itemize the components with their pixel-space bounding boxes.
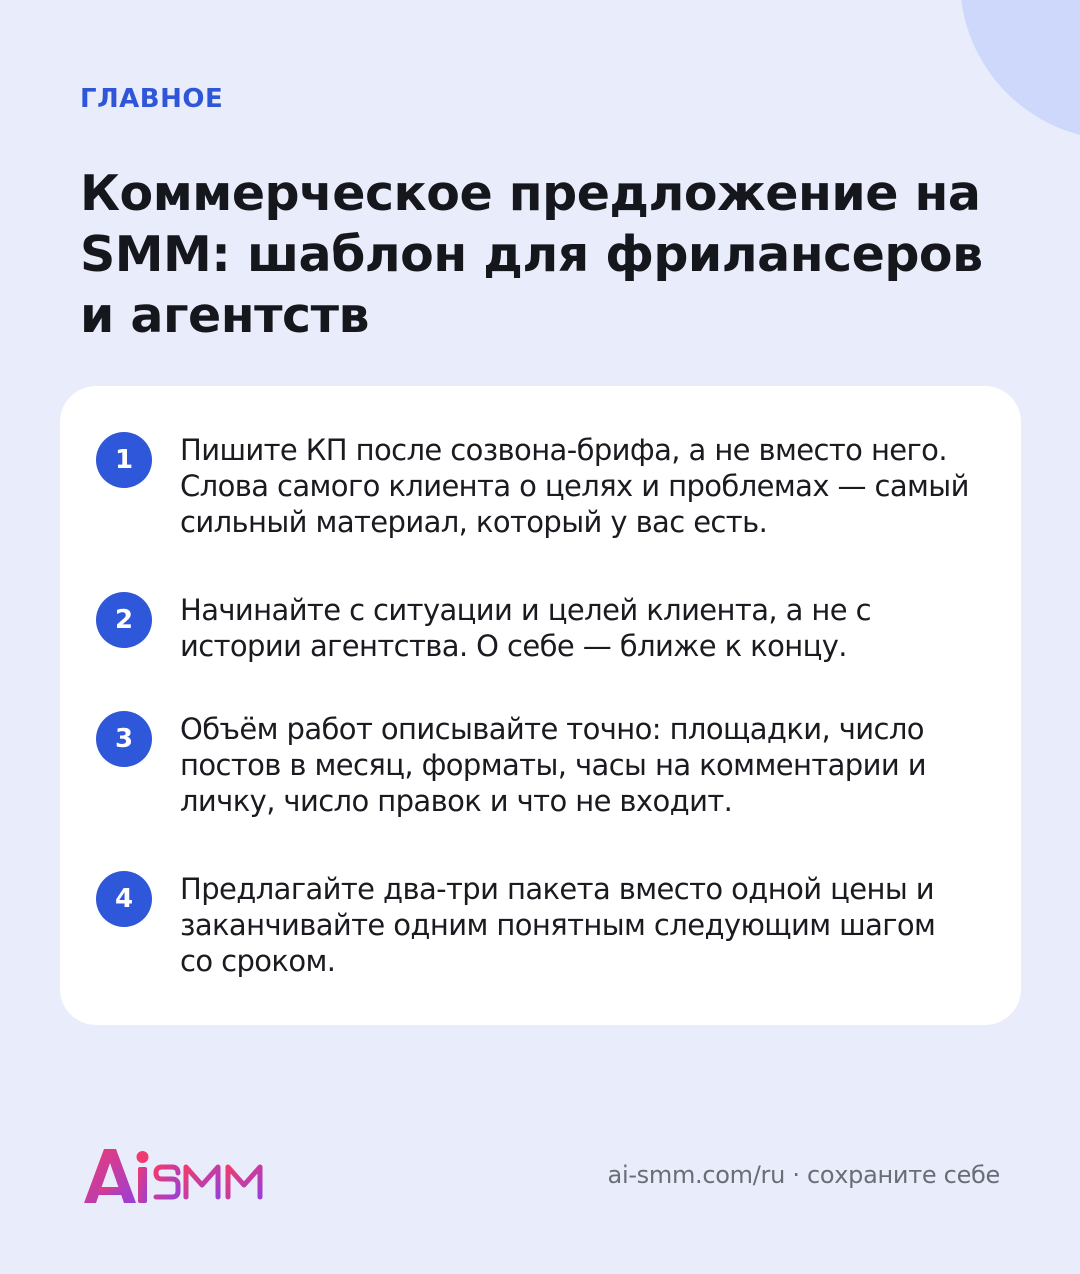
footer-caption: ai-smm.com/ru · сохраните себе xyxy=(607,1161,1000,1189)
number-badge: 3 xyxy=(96,711,152,767)
tips-card xyxy=(60,386,1021,1025)
tip-text: Пишите КП после созвона-брифа, а не вместо него. Слова самого клиента о целях и проблемах — самый сильный материал, который у вас есть. xyxy=(180,433,969,539)
section-label: ГЛАВНОЕ xyxy=(80,84,224,114)
number-badge: 1 xyxy=(96,432,152,488)
decorative-circle xyxy=(960,0,1080,140)
number-badge: 4 xyxy=(96,871,152,927)
number-badge: 2 xyxy=(96,592,152,648)
aismm-logo xyxy=(82,1137,282,1213)
tip-text: Начинайте с ситуации и целей клиента, а не с истории агентства. О себе — ближе к концу. xyxy=(180,593,871,663)
tip-text: Объём работ описывайте точно: площадки, число постов в месяц, форматы, часы на комментарии и личку, число правок и что не входит. xyxy=(180,712,926,818)
tip-text: Предлагайте два-три пакета вместо одной цены и заканчивайте одним понятным следующим шагом со сроком. xyxy=(180,872,936,978)
page-title: Коммерческое предложение на SMM: шаблон для фрилансеров и агентств xyxy=(80,165,983,344)
